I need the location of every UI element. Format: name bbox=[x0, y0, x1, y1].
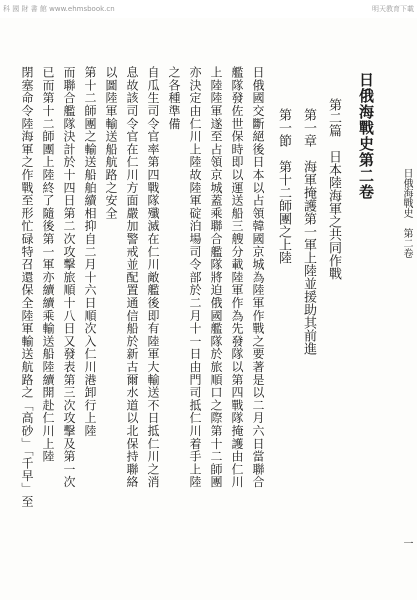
paragraph-column: 已而第十二師團上陸終了隨後第一軍亦續續乘輸送船陸續開赴仁川上陸 bbox=[41, 66, 55, 463]
watermark-right: 明天教育下載 bbox=[372, 5, 414, 13]
paragraph-column: 以圖陸軍輸送船航路之安全 bbox=[104, 66, 118, 220]
paragraph-column: 閉塞命令陸海軍之作戰至形忙碌特召還保全陸軍輸送航路之「高砂」「千早」至 bbox=[20, 66, 34, 508]
running-title: 日俄海戰史 第二卷 bbox=[401, 168, 412, 258]
paragraph-column: 亦決定由仁川上陸故陸軍碇泊場司令部於二月十一日由門司抵仁川着手上陸 bbox=[188, 66, 202, 489]
paragraph-column: 自瓜生司令官率第四戰隊殲滅在仁川敵艦後即有陸軍大輸送不日抵仁川之消 bbox=[146, 66, 160, 489]
paragraph-column: 之各種準備 bbox=[167, 66, 181, 130]
book-page bbox=[0, 18, 417, 600]
paragraph-column: 艦隊發佐世保時即以運送船三艘分載陸軍作為先發隊以第四戰隊掩護由仁川 bbox=[230, 66, 244, 489]
watermark-left: 科 國 財 書 館 www.ehmsbook.cn bbox=[3, 5, 115, 13]
paragraph-column: 上陸陸軍遂至占領京城蓋乘聯合艦隊將迫俄國艦隊於旅順口之際第十二師團 bbox=[209, 66, 223, 489]
paragraph-column: 日俄國交斷絕後日本以占領韓國京城為陸軍作戰之要著是以二月六日當聯合 bbox=[251, 66, 265, 489]
part-heading: 第二篇 日本陸海軍之共同作戰 bbox=[326, 98, 341, 280]
paragraph-column: 息故該司令官在仁川方面嚴加警戒並配置通信船於新古爾水道以北保持聯絡 bbox=[125, 66, 139, 489]
page-number: 一 bbox=[401, 538, 412, 548]
paragraph-column: 第十二師團之輸送船舶續相抑自二月十六日順次入仁川港卸行上陸 bbox=[83, 66, 97, 438]
book-title: 日俄海戰史第二卷 bbox=[357, 72, 375, 200]
chapter-heading: 第一章 海軍掩護第一軍上陸並援助其前進 bbox=[301, 108, 316, 355]
section-heading: 第一節 第十二師團之上陸 bbox=[276, 108, 291, 264]
paragraph-column: 而聯合艦隊決計於十四日第二次攻擊旅順十八日又發表第三次攻擊及第一次 bbox=[62, 66, 76, 489]
watermark-stamp bbox=[0, 2, 417, 16]
